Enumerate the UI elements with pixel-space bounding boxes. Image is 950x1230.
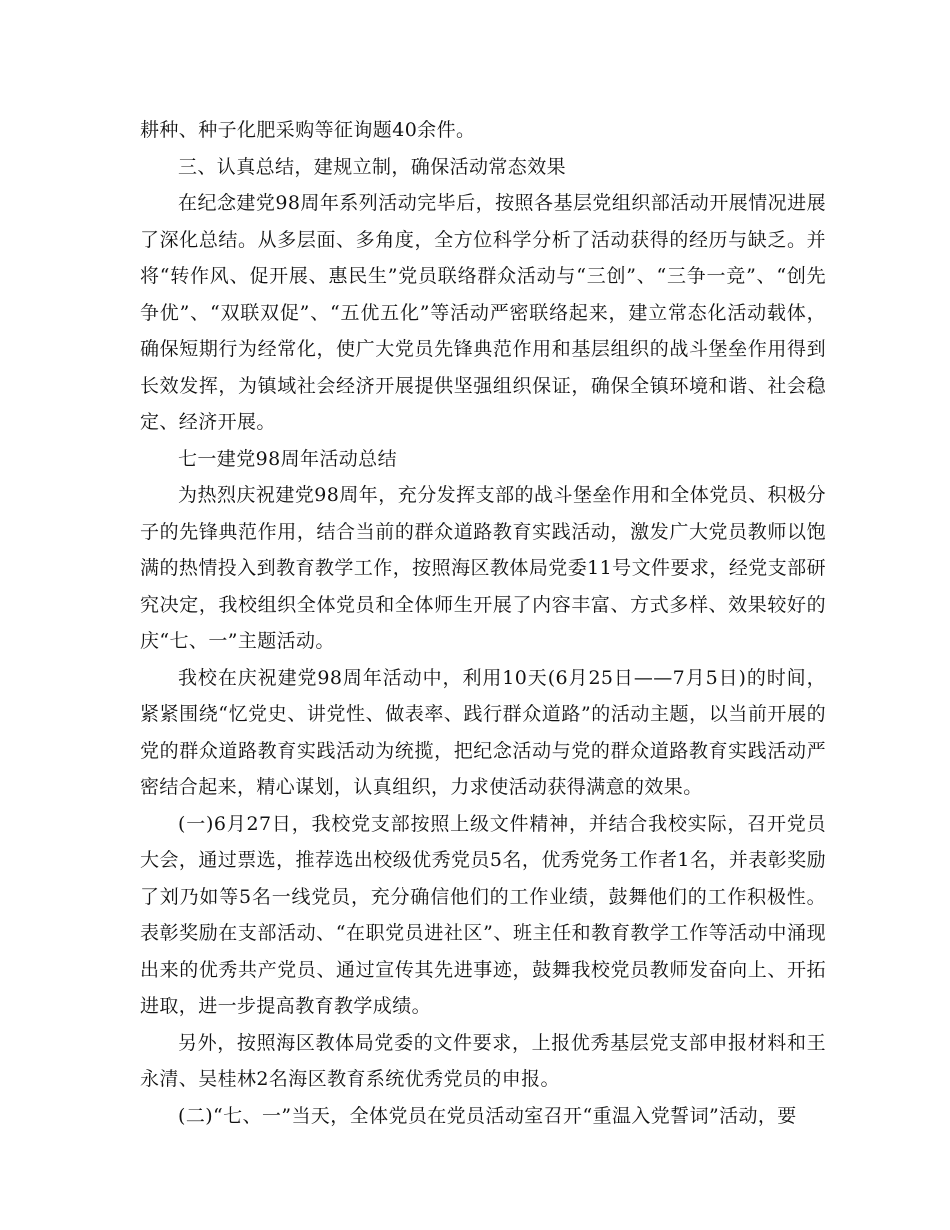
document-body xyxy=(140,112,826,1134)
paragraph-5: 为热烈庆祝建党98周年，充分发挥支部的战斗堡垒作用和全体党员、积极分子的先锋典范作用，结合当前的群众道路教育实践活动，激发广大党员教师以饱满的热情投入到教育教学工作，按照海区教体局党委11号文件要求，经党支部研究决定，我校组织全体党员和全体师生开展了内容丰富、方式多样、效果较好的庆“七、一”主题活动。 xyxy=(140,484,826,652)
paragraph-8: 另外，按照海区教体局党委的文件要求，上报优秀基层党支部申报材料和王永清、吴桂林2名海区教育系统优秀党员的申报。 xyxy=(140,1031,826,1090)
paragraph-3: 在纪念建党98周年系列活动完毕后，按照各基层党组织部活动开展情况进展了深化总结。从多层面、多角度，全方位科学分析了活动获得的经历与缺乏。并将“转作风、促开展、惠民生”党员联络群众活动与“三创”、“三争一竞”、“创先争优”、“双联双促”、“五优五化”等活动严密联络起来，建立常态化活动载体，确保短期行为经常化，使广大党员先锋典范作用和基层组织的战斗堡垒作用得到长效发挥，为镇域社会经济开展提供坚强组织保证，确保全镇环境和谐、社会稳定、经济开展。 xyxy=(140,192,826,433)
document-title: 七一建党98周年活动总结 xyxy=(178,447,397,470)
paragraph-9: (二)“七、一”当天，全体党员在党员活动室召开“重温入党誓词”活动，要 xyxy=(178,1104,797,1127)
section-heading-3: 三、认真总结，建规立制，确保活动常态效果 xyxy=(178,155,567,178)
paragraph-6: 我校在庆祝建党98周年活动中，利用10天(6月25日——7月5日)的时间，紧紧围绕“忆党史、讲党性、做表率、践行群众道路”的活动主题，以当前开展的党的群众道路教育实践活动为统揽，把纪念活动与党的群众道路教育实践活动严密结合起来，精心谋划，认真组织，力求使活动获得满意的效果。 xyxy=(140,666,827,798)
paragraph-7: (一)6月27日，我校党支部按照上级文件精神，并结合我校实际，召开党员大会，通过票选，推荐选出校级优秀党员5名，优秀党务工作者1名，并表彰奖励了刘乃如等5名一线党员，充分确信他们的工作业绩，鼓舞他们的工作积极性。表彰奖励在支部活动、“在职党员进社区”、班主任和教育教学工作等活动中涌现出来的优秀共产党员、通过宣传其先进事迹，鼓舞我校党员教师发奋向上、开拓进取，进一步提高教育教学成绩。 xyxy=(140,812,826,1017)
paragraph-1: 耕种、种子化肥采购等征询题40余件。 xyxy=(140,119,476,141)
